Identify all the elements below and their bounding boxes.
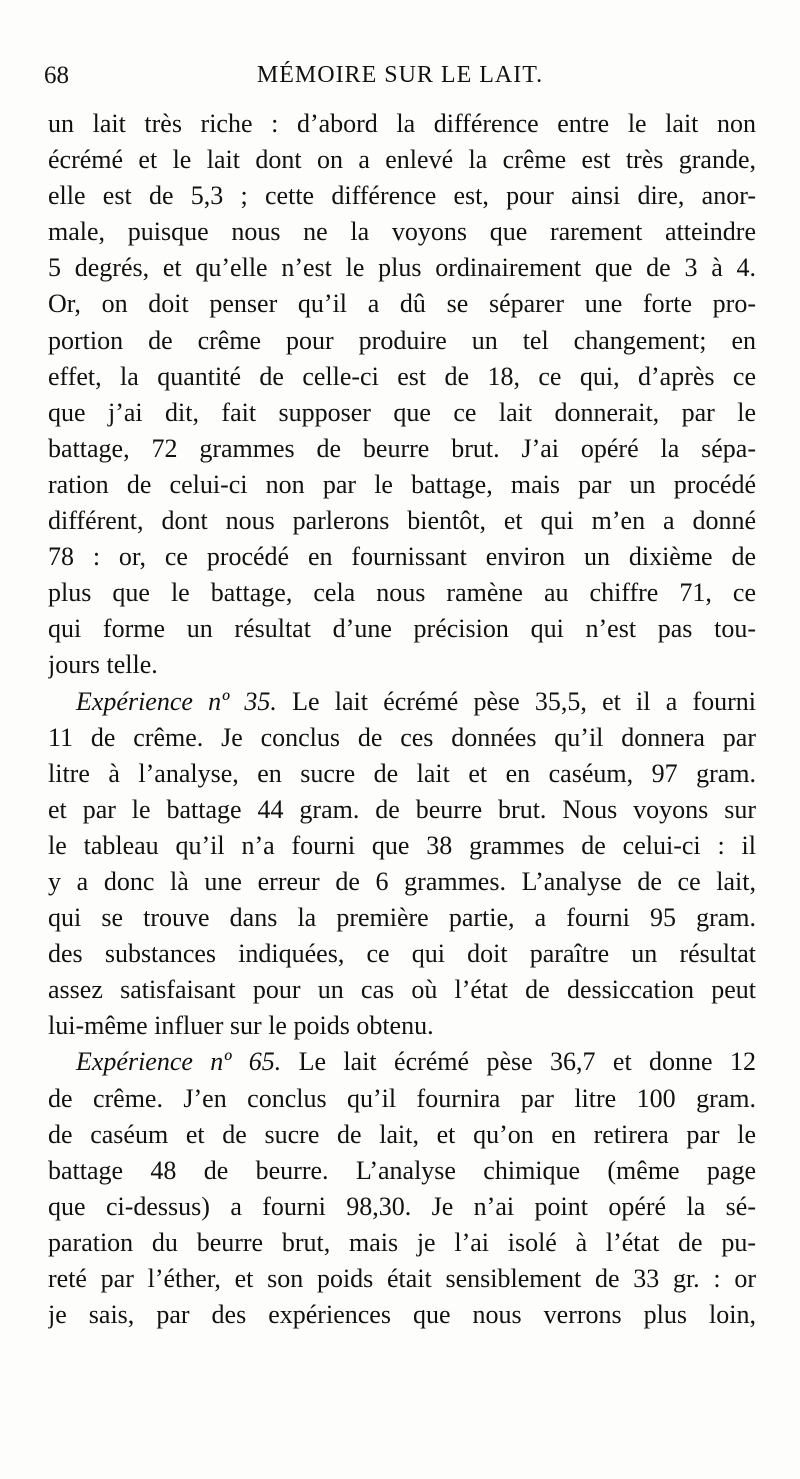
text-line [48, 1044, 756, 1080]
text-line: effet, la quantité de celle-ci est de 18, ce qui, d’après ce [48, 361, 756, 391]
text-line: différent, dont nous parlerons bientôt, et qui m’en a donné [48, 506, 756, 536]
text-line: 5 degrés, et qu’elle n’est le plus ordinairement que de 3 à 4. [48, 253, 756, 283]
text-line: 78 : or, ce procédé en fournissant environ un dixième de [48, 542, 756, 572]
text-line: Or, on doit penser qu’il a dû se séparer une forte pro- [48, 289, 756, 319]
page-number: 68 [44, 62, 69, 89]
text-fragment: Le lait écrémé pèse 35,5, et il a fourni [276, 686, 756, 716]
text-line: ration de celui-ci non par le battage, mais par un procédé [48, 469, 756, 499]
body-text [48, 106, 756, 1333]
text-line: un lait très riche : d’abord la différence entre le lait non [48, 109, 756, 138]
text-line: de crême. J’en conclus qu’il fournira par litre 100 gram. [48, 1083, 756, 1113]
text-line: que j’ai dit, fait supposer que ce lait donnerait, par le [48, 397, 756, 427]
text-line: des substances indiquées, ce qui doit paraître un résultat [48, 939, 756, 969]
text-line: jours telle. [48, 650, 158, 680]
text-line: y a donc là une erreur de 6 grammes. L’analyse de ce lait, [48, 866, 756, 896]
text-line: je sais, par des expériences que nous verrons plus loin, [48, 1300, 756, 1330]
text-line: portion de crême pour produire un tel changement; en [48, 325, 756, 355]
text-line [48, 684, 756, 720]
text-line: plus que le battage, cela nous ramène au chiffre 71, ce [48, 578, 756, 608]
text-line: lui-même influer sur le poids obtenu. [48, 1011, 434, 1041]
text-fragment: Le lait écrémé pèse 36,7 et donne 12 [281, 1047, 756, 1077]
text-line: battage, 72 grammes de beurre brut. J’ai opéré la sépa- [48, 433, 756, 463]
experiment-heading: Expérience nº 65. [76, 1047, 282, 1077]
text-line: que ci-dessus) a fourni 98,30. Je n’ai point opéré la sé- [48, 1191, 756, 1221]
text-line: le tableau qu’il n’a fourni que 38 grammes de celui-ci : il [48, 830, 756, 860]
text-line: assez satisfaisant pour un cas où l’état de dessiccation peut [48, 975, 756, 1005]
text-line: male, puisque nous ne la voyons que rarement atteindre [48, 217, 756, 247]
text-line: qui forme un résultat d’une précision qui n’est pas tou- [48, 614, 756, 644]
experiment-heading: Expérience nº 35. [76, 686, 277, 716]
running-head [44, 62, 756, 96]
running-title: MÉMOIRE SUR LE LAIT. [256, 62, 544, 88]
text-line: de caséum et de sucre de lait, et qu’on en retirera par le [48, 1119, 756, 1149]
text-line: paration du beurre brut, mais je l’ai isolé à l’état de pu- [48, 1227, 756, 1257]
text-line: et par le battage 44 gram. de beurre brut. Nous voyons sur [48, 794, 756, 824]
text-line: écrémé et le lait dont on a enlevé la crême est très grande, [48, 145, 756, 175]
text-line: reté par l’éther, et son poids était sensiblement de 33 gr. : or [48, 1264, 756, 1293]
text-line: 11 de crême. Je conclus de ces données qu’il donnera par [48, 722, 756, 752]
text-line: qui se trouve dans la première partie, a fourni 95 gram. [48, 903, 756, 933]
text-line: elle est de 5,3 ; cette différence est, pour ainsi dire, anor- [48, 181, 756, 211]
text-line: litre à l’analyse, en sucre de lait et en caséum, 97 gram. [48, 758, 756, 788]
text-line: battage 48 de beurre. L’analyse chimique (même page [48, 1155, 756, 1185]
